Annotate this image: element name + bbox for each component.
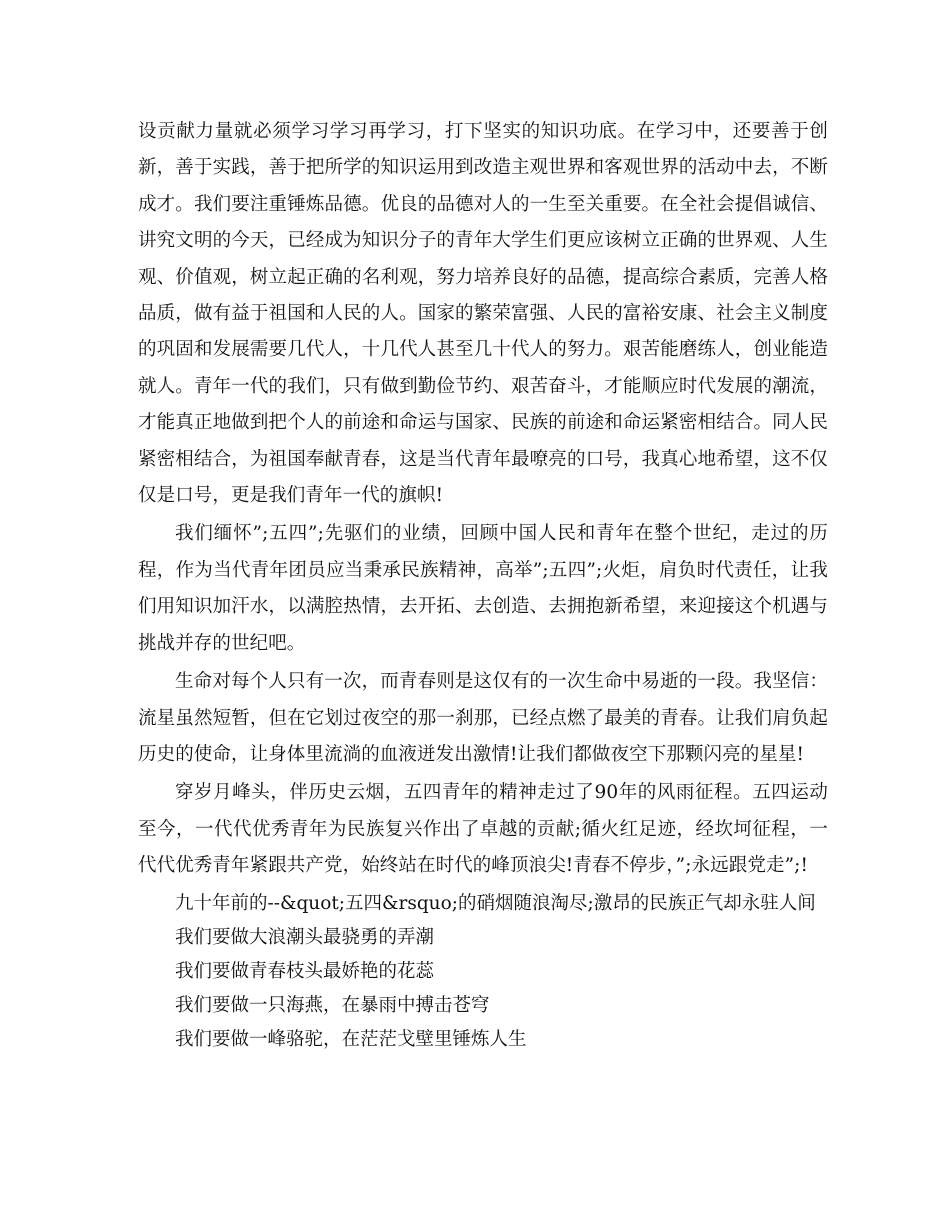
- paragraph-wusi-remembrance: 我们缅怀”;五四”;先驱们的业绩，回顾中国人民和青年在整个世纪，走过的历程，作为当代青年团员应当秉承民族精神，高举”;五四”;火炬，肩负时代责任，让我们用知识加汗水，以满腔热情，去开拓、去创造、去拥抱新希望，来迎接这个机遇与挑战并存的世纪吧。: [138, 523, 828, 654]
- paragraph-continuation: 设贡献力量就必须学习学习再学习，打下坚实的知识功底。在学习中，还要善于创新，善于实践，善于把所学的知识运用到改造主观世界和客观世界的活动中去，不断成才。我们要注重锤炼品德。优良的品德对人的一生至关重要。在全社会提倡诚信、讲究文明的今天，已经成为知识分子的青年大学生们更应该树立正确的世界观、人生观、价值观，树立起正确的名利观，努力培养良好的品德，提高综合素质，完善人格品质，做有益于祖国和人民的人。国家的繁荣富强、人民的富裕安康、社会主义制度的巩固和发展需要几代人，十几代人甚至几十代人的努力。艰苦能磨练人，创业能造就人。青年一代的我们，只有做到勤俭节约、艰苦奋斗，才能顺应时代发展的潮流，才能真正地做到把个人的前途和命运与国家、民族的前途和命运紧密相结合。同人民紧密相结合，为祖国奉献青春，这是当代青年最嘹亮的口号，我真心地希望，这不仅仅是口号，更是我们青年一代的旗帜!: [138, 121, 828, 507]
- poem-line: 我们要做大浪潮头最骁勇的弄潮: [175, 926, 435, 948]
- poem-line: 我们要做青春枝头最娇艳的花蕊: [175, 960, 435, 982]
- poem-block: [138, 887, 828, 1057]
- poem-line: 九十年前的--&quot;五四&rsquo;的硝烟随浪淘尽;激昂的民族正气却永驻人间: [175, 892, 816, 914]
- document-page: [138, 114, 828, 1057]
- poem-line: 我们要做一只海燕，在暴雨中搏击苍穹: [175, 994, 490, 1016]
- paragraph-youth-meteor: 生命对每个人只有一次，而青春则是这仅有的一次生命中易逝的一段。我坚信：流星虽然短暂，但在它划过夜空的那一刹那，已经点燃了最美的青春。让我们肩负起历史的使命，让身体里流淌的血液迸发出激情!让我们都做夜空下那颗闪亮的星星!: [138, 671, 828, 765]
- paragraph-ninety-years: 穿岁月峰头，伴历史云烟，五四青年的精神走过了90年的风雨征程。五四运动至今，一代代优秀青年为民族复兴作出了卓越的贡献;循火红足迹，经坎坷征程，一代代优秀青年紧跟共产党，始终站在时代的峰顶浪尖!青春不停步，”;永远跟党走”;!: [138, 782, 828, 877]
- poem-line: 我们要做一峰骆驼，在茫茫戈壁里锤炼人生: [175, 1028, 527, 1050]
